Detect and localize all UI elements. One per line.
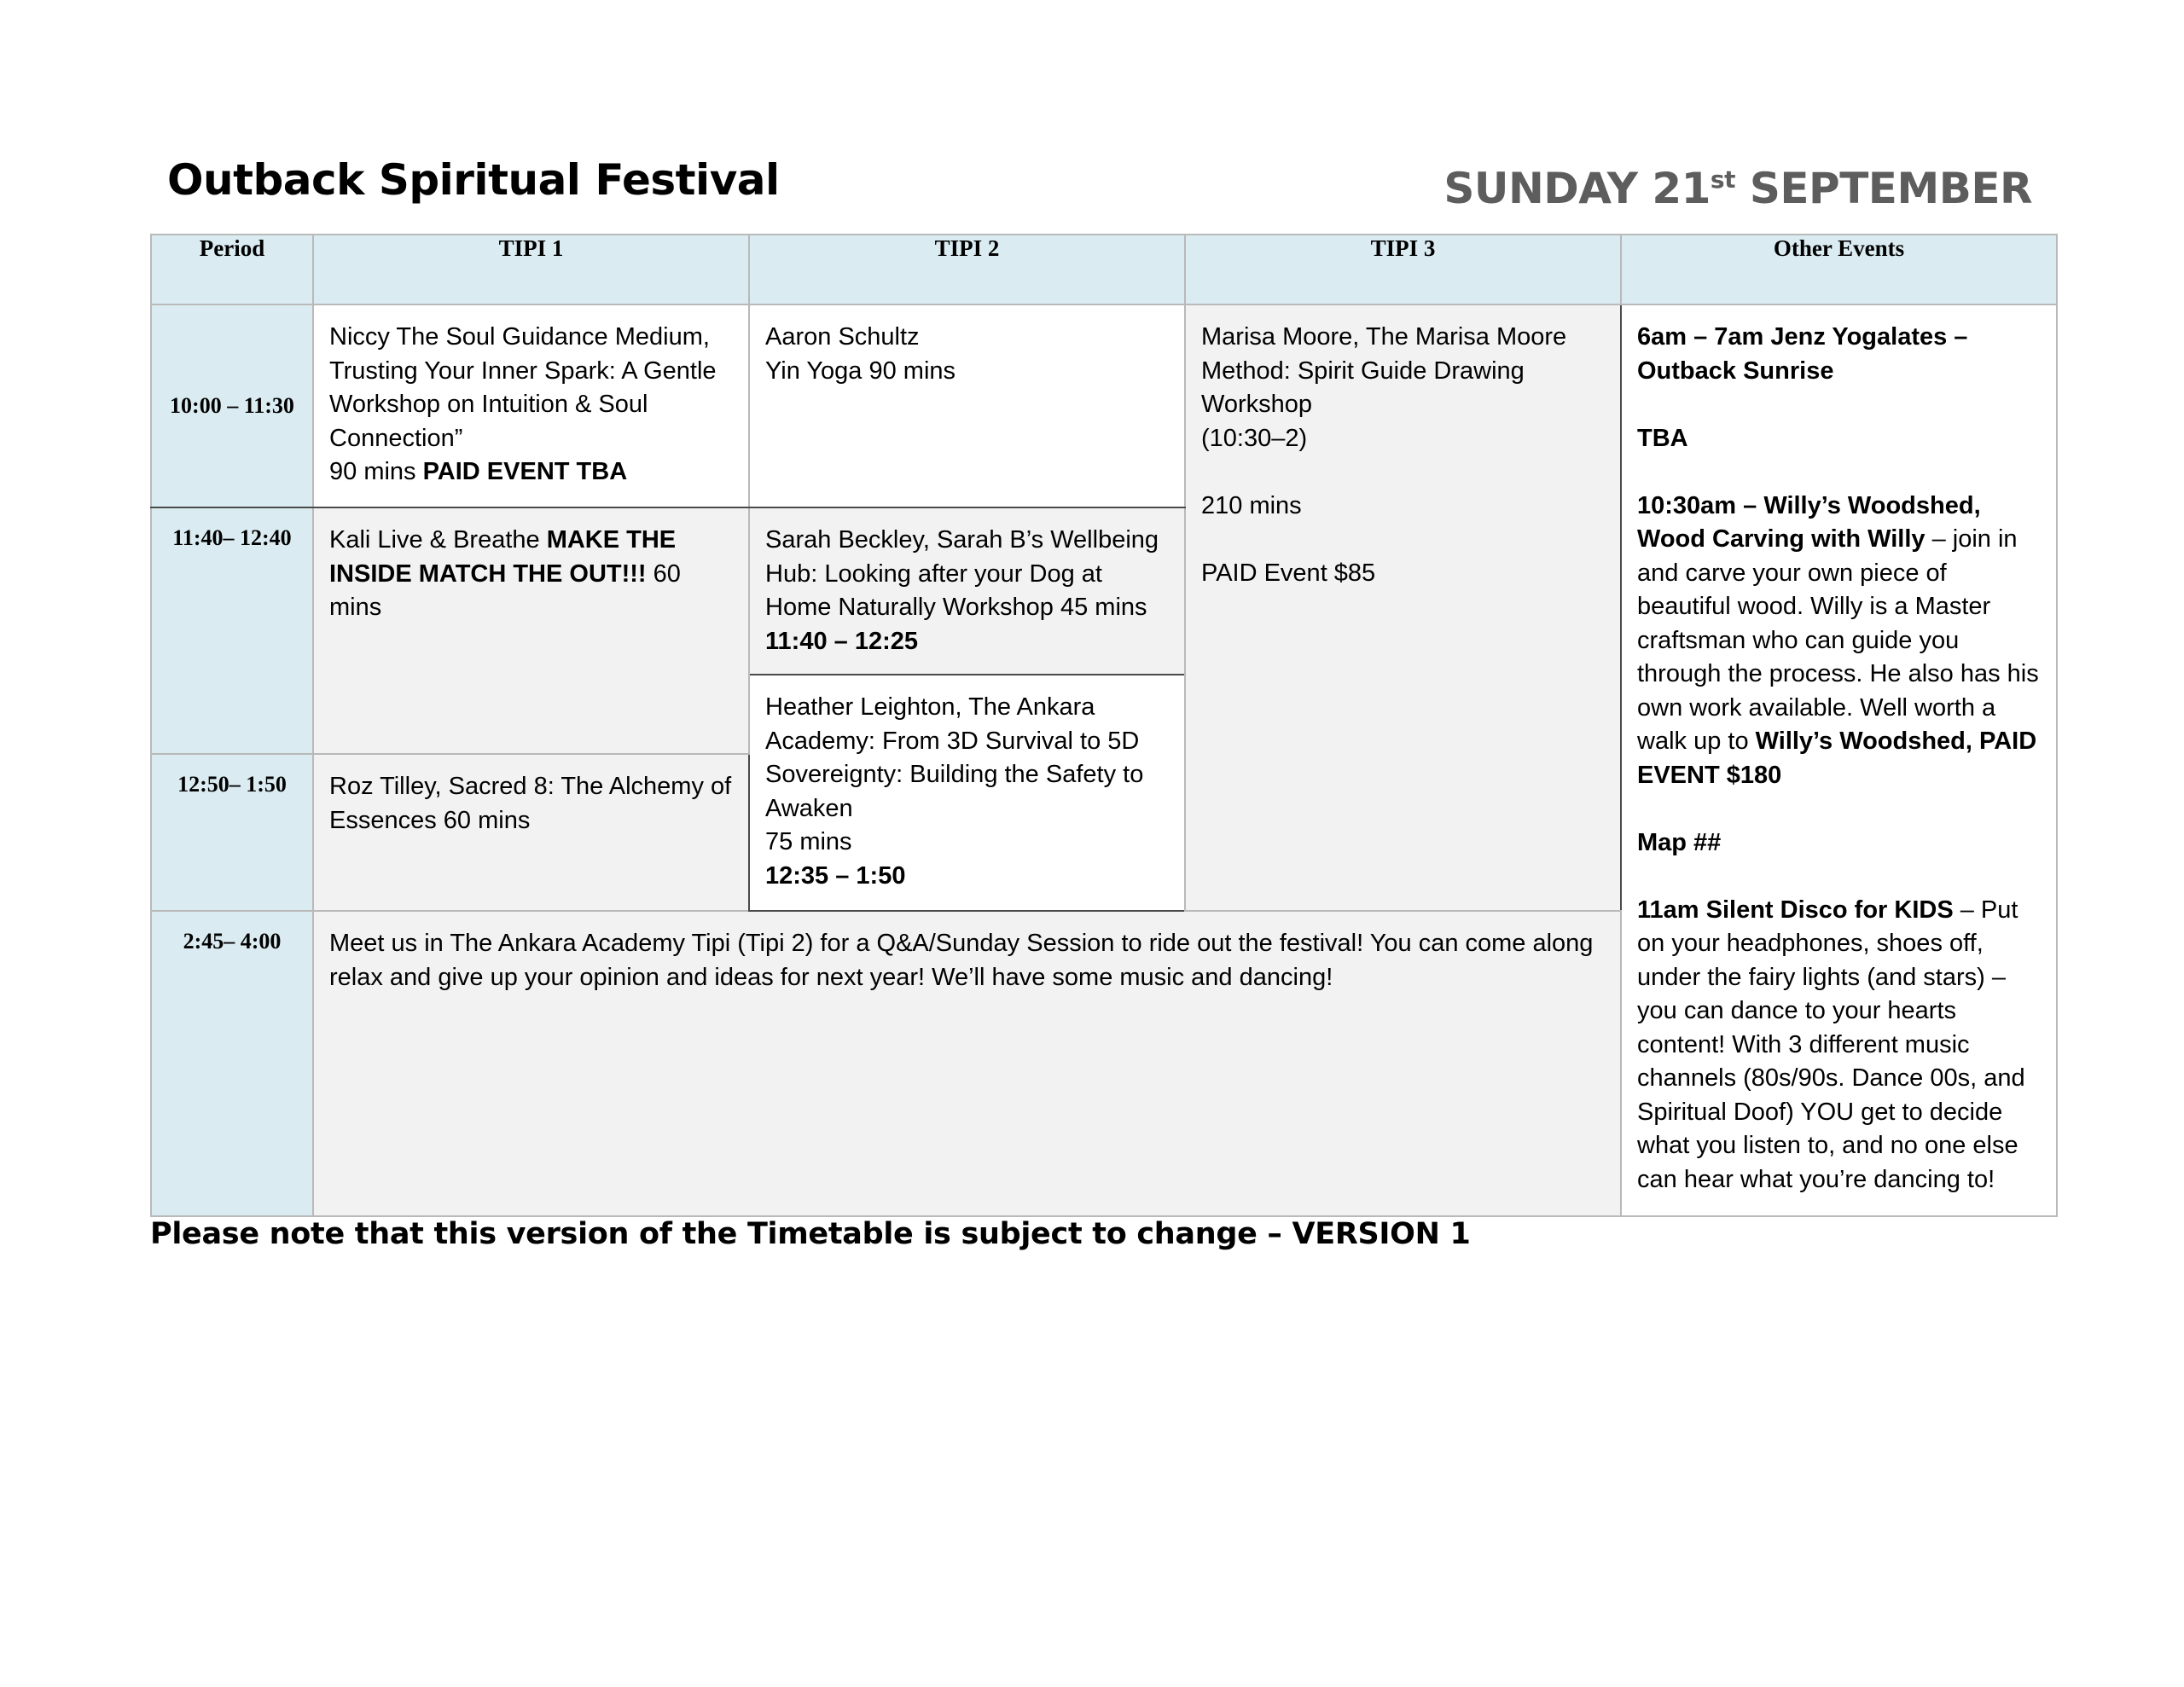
tipi2-slot3: Heather Leighton, The Ankara Academy: From 3D Survival to 5D Sovereignty: Building the Safety to Awaken 75 mins 12:35 – 1:50 <box>749 675 1185 911</box>
header-period: Period <box>151 235 313 304</box>
tipi2-slot3-time: 12:35 – 1:50 <box>765 861 906 890</box>
tipi2-slot2-time: 11:40 – 12:25 <box>765 627 918 655</box>
tipi1-slot2: Kali Live & Breathe MAKE THE INSIDE MATCH THE OUT!!! 60 mins <box>313 507 749 754</box>
tipi1-slot1-mins: 90 mins <box>329 458 423 485</box>
tipi2-slot3-mins: 75 mins <box>765 828 852 855</box>
event-silent-disco: 11am Silent Disco for KIDS – Put on your headphones, shoes off, under the fairy lights (and stars) – you can dance to your hearts content! With 3 different music channels (80s/90s. Dance 00s, and Spiritual Doof) YOU get to decide what you listen to, and no one else can hear what you’re dancing to! <box>1637 896 2025 1193</box>
tipi1-slot1-line: Connection” <box>329 424 463 452</box>
tipi1-slot1-line: Trusting Your Inner Spark: A Gentle <box>329 357 717 385</box>
date-ordinal: st <box>1710 165 1735 194</box>
header-tipi-3: TIPI 3 <box>1185 235 1621 304</box>
tipi3-line: Marisa Moore, The Marisa Moore <box>1201 323 1567 351</box>
version-note: Please note that this version of the Timetable is subject to change – VERSION 1 <box>150 1217 1471 1251</box>
tipi1-slot1 <box>313 304 749 507</box>
header-tipi-1: TIPI 1 <box>313 235 749 304</box>
tipi3-mins: 210 mins <box>1201 491 1302 519</box>
tipi3-workshop <box>1185 304 1621 911</box>
tipi2-slot2: Sarah Beckley, Sarah B’s Wellbeing Hub: Looking after your Dog at Home Naturally Workshop 45 mins 11:40 – 12:25 <box>749 507 1185 675</box>
row-period-1 <box>151 304 2057 507</box>
festival-title: Outback Spiritual Festival <box>167 155 780 205</box>
tipi2-slot1-line: Yin Yoga 90 mins <box>765 357 956 385</box>
event-tba: TBA <box>1637 424 1688 452</box>
header-tipi-2: TIPI 2 <box>749 235 1185 304</box>
period-2: 11:40– 12:40 <box>151 507 313 754</box>
tipi1-slot1-paid: PAID EVENT TBA <box>422 458 628 485</box>
tipi2-slot1-line: Aaron Schultz <box>765 323 920 351</box>
period-1: 10:00 – 11:30 <box>151 304 313 507</box>
tipi1-slot1-line: Workshop on Intuition & Soul <box>329 391 648 418</box>
event-yogalates: 6am – 7am Jenz Yogalates – Outback Sunrise <box>1637 323 1968 385</box>
tipi1-slot1-mins-line <box>329 455 733 490</box>
date-month: SEPTEMBER <box>1734 164 2032 213</box>
event-date <box>1443 150 2032 218</box>
final-session: Meet us in The Ankara Academy Tipi (Tipi 2) for a Q&A/Sunday Session to ride out the festival! You can come along relax and give up your opinion and ideas for next year! We’ll have some music and dancing! <box>313 911 1621 1216</box>
date-day: SUNDAY 21 <box>1443 164 1711 213</box>
header-other-events: Other Events <box>1621 235 2057 304</box>
event-map: Map ## <box>1637 828 1722 856</box>
tipi1-slot1-line: Niccy The Soul Guidance Medium, <box>329 323 710 351</box>
tipi3-paid: PAID Event $85 <box>1201 559 1376 587</box>
period-4: 2:45– 4:00 <box>151 911 313 1216</box>
tipi2-slot1 <box>749 304 1185 507</box>
tipi3-line: Method: Spirit Guide Drawing <box>1201 357 1525 385</box>
header-row <box>151 235 2057 304</box>
event-woodshed: 10:30am – Willy’s Woodshed, Wood Carving with Willy – join in and carve your own piece of beautiful wood. Willy is a Master craftsman who can guide you through the process. He also has his own work available. Well worth a walk up to Willy’s Woodshed, PAID EVENT $180 <box>1637 491 2039 789</box>
tipi1-slot3: Roz Tilley, Sacred 8: The Alchemy of Essences 60 mins <box>313 754 749 911</box>
timetable <box>150 234 2058 1217</box>
other-events <box>1621 304 2057 1216</box>
period-3: 12:50– 1:50 <box>151 754 313 911</box>
tipi3-line: Workshop <box>1201 391 1313 418</box>
tipi3-line: (10:30–2) <box>1201 424 1308 452</box>
